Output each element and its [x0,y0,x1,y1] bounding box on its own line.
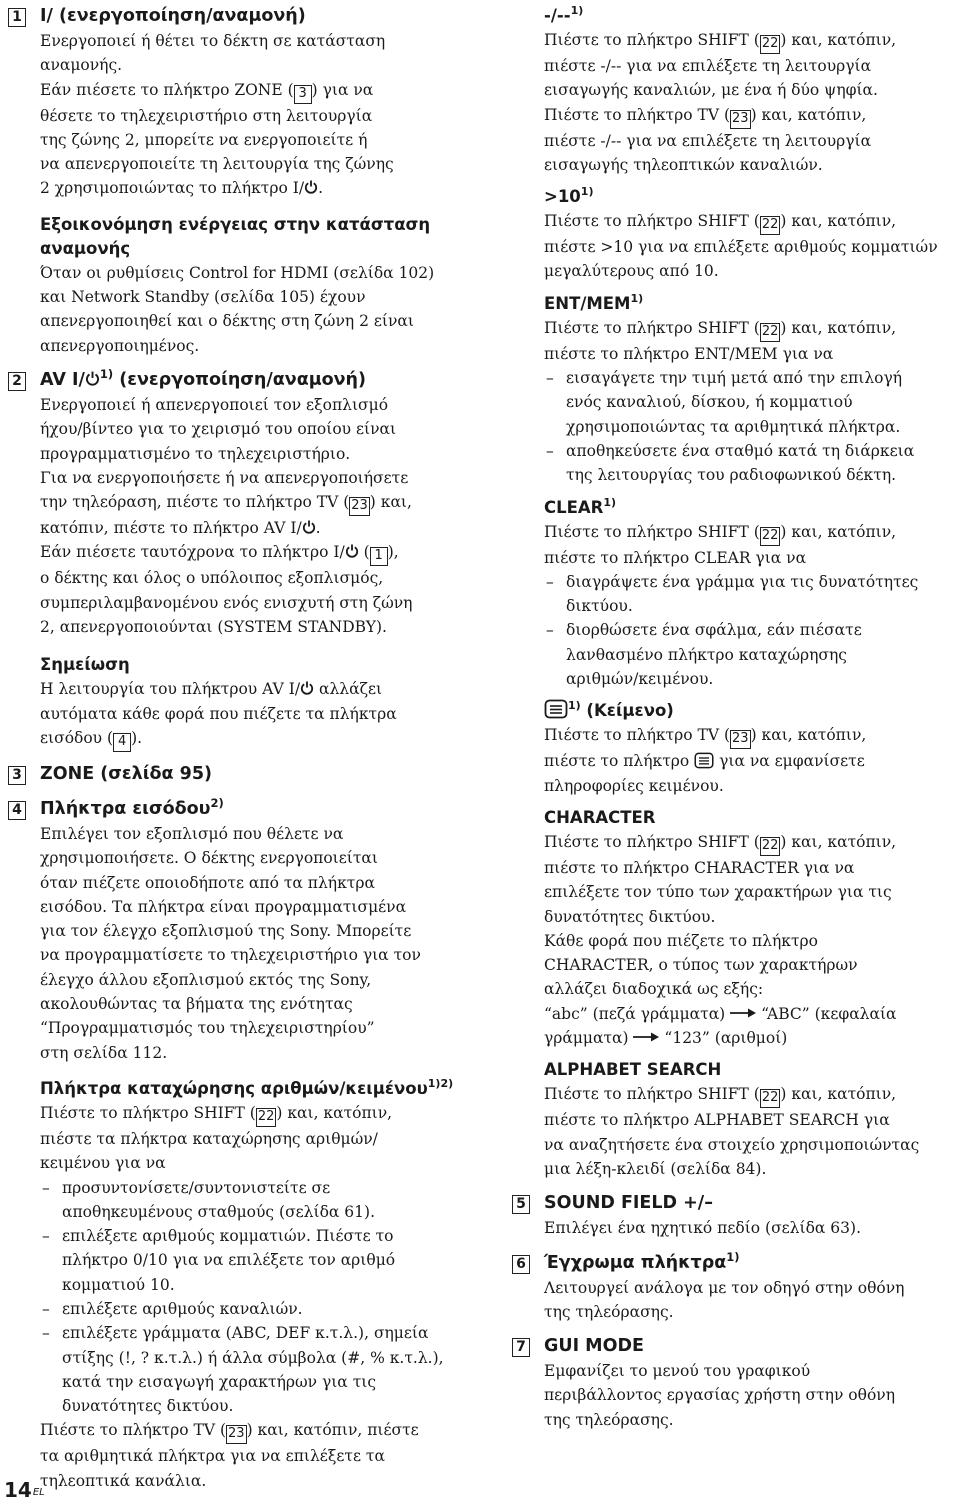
text-key-icon [544,699,568,719]
key-ref-box: 23 [349,497,370,516]
entry-ent-mem [512,292,956,488]
text-line: επιλέξετε τον τύπο των χαρακτήρων για τις [544,883,892,902]
text-line: αποθηκευμένους σταθμούς (σελίδα 61). [62,1202,376,1221]
text-line: πιέστε το πλήκτρο για να εμφανίσετε [544,752,865,771]
text-line: εισόδου ( 4 ). [40,726,456,752]
item-number-badge: 5 [512,1195,530,1214]
entry-text [512,699,956,798]
text-line: Λειτουργεί ανάλογα με τον οδηγό στην οθόνη [544,1278,905,1297]
key-ref-box: 22 [760,837,781,856]
text-line: Εμφανίζει το μενού του γραφικού [544,1362,811,1381]
text-line: μεγαλύτερους από 10. [544,262,719,281]
item-number-badge: 1 [8,8,26,27]
text-line: την τηλεόραση, πιέστε το πλήκτρο TV ( 23 ) και, [40,490,456,516]
text-key-icon [694,752,714,769]
text-line: “abc” (πεζά γράμματα) “ABC” (κεφαλαία [544,1004,897,1023]
entry-6-color-buttons [512,1251,956,1325]
dash-item: – επιλέξετε αριθμούς καναλιών. [40,1297,456,1321]
item-number-badge: 2 [8,372,26,391]
subheading: $^{1)}$ (Κείμενο) [544,699,956,723]
text-line: περιβάλλοντος εργασίας χρήστη στην οθόνη [544,1386,896,1405]
dash-item: – αποθηκεύσετε ένα σταθμό κατά τη διάρκεια [544,439,956,463]
text-line: αλλάζει διαδοχικά ως εξής: [544,980,764,999]
text-line: πιέστε >10 για να επιλέξετε αριθμούς κομματιών [544,238,938,257]
entry-7-gui-mode [512,1334,956,1432]
entry-title: AV I/ $^{1)}$ (ενεργοποίηση/αναμονή) [40,366,366,390]
entry-gt10 [512,185,956,284]
text-line: απενεργοποιημένος. [40,336,200,355]
dash-item: – επιλέξετε αριθμούς κομματιών. Πιέστε το [40,1224,456,1248]
key-ref-box: 22 [760,35,781,54]
text-line: Για να ενεργοποιήσετε ή να απενεργοποιήσετε [40,468,409,487]
text-line: πιέστε -/-- για να επιλέξετε τη λειτουργία [544,57,872,75]
key-ref-box: 1 [370,547,388,566]
text-line: λανθασμένο πλήκτρο καταχώρησης [566,645,847,664]
text-line: θέσετε το τηλεχειριστήριο στη λειτουργία [40,106,373,125]
entry-title: GUI MODE [544,1336,644,1357]
dash-item: – επιλέξετε γράμματα (ABC, DEF κ.τ.λ.), σημεία [40,1321,456,1345]
text-line: της ζώνης 2, μπορείτε να ενεργοποιείτε ή [40,130,368,149]
text-line: πληροφορίες κειμένου. [544,776,724,795]
text-line: Πιέστε το πλήκτρο SHIFT ( 22 ) και, κατόπιν, [544,28,956,54]
subheading: ALPHABET SEARCH [544,1060,722,1080]
text-line: αναμονής. [40,56,123,75]
text-line: Πιέστε το πλήκτρο SHIFT ( 22 ) και, κατόπιν, [544,209,956,235]
text-line: μια λέξη-κλειδί (σελίδα 84). [544,1159,767,1178]
item-number-badge: 6 [512,1255,530,1274]
text-line: τα αριθμητικά πλήκτρα για να επιλέξετε τα [40,1447,385,1466]
subheading: ENT/MEM$^{1)}$ [544,291,644,313]
text-line: πιέστε το πλήκτρο ENT/MEM για να [544,344,834,363]
subheading: $>10^{1)}$ [544,185,594,207]
subheading: -/--$^{1)}$ [544,4,584,25]
text-line: εισαγωγής τηλεοπτικών καναλιών. [544,155,823,174]
right-column [512,4,956,1432]
text-line: απενεργοποιηθεί και ο δέκτης στη ζώνη 2 είναι [40,312,414,331]
entry-5-sound-field [512,1191,956,1240]
text-line: να απενεργοποιείτε τη λειτουργία της ζώνης [40,155,394,174]
text-line: Ενεργοποιεί ή θέτει το δέκτη σε κατάσταση [40,32,386,50]
left-column [8,4,456,1493]
text-line: Εάν πιέσετε το πλήκτρο ZONE ( 3 ) για να [40,78,456,104]
key-ref-box: 22 [760,323,781,342]
entry-title-text: I/ (ενεργοποίηση/αναμονή) [40,6,306,26]
entry-alphabet-search [512,1058,956,1181]
entry-character [512,806,956,1050]
text-line: της τηλεόρασης. [544,1410,674,1429]
dash-item: – διορθώσετε ένα σφάλμα, εάν πιέσατε [544,618,956,642]
text-line: πιέστε το πλήκτρο ALPHABET SEARCH για [544,1111,890,1130]
key-ref-box: 3 [294,85,312,104]
entry-3-zone [8,762,456,787]
key-ref-box: 4 [113,733,131,752]
subheading: Πλήκτρα καταχώρησης αριθμών/κειμένου$^{1)2)}$ [40,1076,454,1098]
power-icon [85,371,100,386]
language-suffix: EL [32,1487,45,1498]
key-ref-box: 23 [226,1425,247,1444]
entry-title: SOUND FIELD +/– [544,1193,713,1214]
text-line: ακολουθώντας τα βήματα της ενότητας [40,995,353,1014]
text-line: όταν πιέζετε οποιοδήποτε από τα πλήκτρα [40,873,375,892]
text-line: κειμένου για να [40,1154,166,1173]
key-ref-box: 22 [760,527,781,546]
text-line: CHARACTER, ο τύπος των χαρακτήρων [544,956,858,975]
dash-item: – εισαγάγετε την τιμή μετά από την επιλογή [544,366,956,390]
text-line: της τηλεόρασης. [544,1302,674,1321]
text-line: Πιέστε το πλήκτρο TV ( 23 ) και, κατόπιν, [544,723,956,749]
text-line: εισόδου. Τα πλήκτρα είναι προγραμματισμένα [40,897,407,916]
entry-2-av-power [8,368,456,752]
entry-clear [512,496,956,692]
arrow-right-icon [633,1031,659,1043]
text-line: ήχου/βίντεο για το χειρισμό του οποίου είναι [40,420,397,439]
text-line: τηλεοπτικά κανάλια. [40,1471,207,1490]
text-line: να προγραμματίσετε το τηλεχειριστήριο για τον [40,946,421,965]
text-line: Πιέστε το πλήκτρο TV ( 23 ) και, κατόπιν, [544,103,956,129]
text-line: Πιέστε το πλήκτρο SHIFT ( 22 ) και, κατόπιν, [544,1082,956,1108]
text-line: δικτύου. [566,597,633,616]
text-line: για τον έλεγχο εξοπλισμού της Sony. Μπορείτε [40,922,412,941]
power-icon [300,681,314,695]
subheading: CHARACTER [544,807,656,827]
key-ref-box: 23 [730,730,751,749]
text-line: Επιλέγει ένα ηχητικό πεδίο (σελίδα 63). [544,1219,862,1238]
text-line: Κάθε φορά που πιέζετε το πλήκτρο [544,931,818,950]
text-line: Η λειτουργία του πλήκτρου AV I/ αλλάζει [40,680,383,699]
text-line: στη σελίδα 112. [40,1043,168,1062]
text-line: προγραμματισμένο το τηλεχειριστήριο. [40,444,351,463]
power-icon [302,520,316,534]
entry-title: ZONE (σελίδα 95) [40,763,213,784]
text-line: στίξης (!, ? κ.τ.λ.) ή άλλα σύμβολα (#, % κ.τ.λ.), [62,1348,444,1367]
text-line: αυτόματα κάθε φορά που πιέζετε τα πλήκτρα [40,704,397,723]
text-line: συμπεριλαμβανομένου ενός ενισχυτή στη ζώνη [40,593,413,612]
text-line: χρησιμοποιήσετε. Ο δέκτης ενεργοποιείται [40,849,378,868]
text-line: “Προγραμματισμός του τηλεχειριστηρίου” [40,1019,375,1038]
subheading: CLEAR$^{1)}$ [544,495,617,517]
entry-1-power [8,4,456,358]
text-line: πιέστε τα πλήκτρα καταχώρησης αριθμών/ [40,1129,378,1148]
text-line: και Network Standby (σελίδα 105) έχουν [40,288,366,307]
entry-title [40,4,456,29]
entry-4-input-buttons [8,797,456,1493]
key-ref-box: 22 [760,1089,781,1108]
power-icon [345,544,359,558]
entry-title: Έγχρωμα πλήκτρα$^{1)}$ [544,1249,740,1273]
text-line: πιέστε το πλήκτρο CLEAR για να [544,548,807,567]
text-line: γράμματα) “123” (αριθμοί) [544,1029,788,1048]
text-line: κομματιού 10. [62,1275,175,1294]
subheading: Εξοικονόμηση ενέργειας στην κατάσταση [40,214,431,234]
text-line: Ενεργοποιεί ή απενεργοποιεί τον εξοπλισμό [40,395,389,414]
text-line: χρησιμοποιώντας τα αριθμητικά πλήκτρα. [566,417,901,436]
text-line: Όταν οι ρυθμίσεις Control for HDMI (σελίδα 102) [40,263,435,282]
text-line: κατά την εισαγωγή χαρακτήρων για τις [62,1372,377,1391]
arrow-right-icon [730,1007,756,1019]
subheading: αναμονής [40,238,131,258]
text-line: 2, απενεργοποιούνται (SYSTEM STANDBY). [40,618,387,637]
entry-dash-dash [512,4,956,177]
key-ref-box: 22 [760,216,781,235]
item-number-badge: 4 [8,801,26,820]
text-line: Πιέστε το πλήκτρο SHIFT ( 22 ) και, κατόπιν, [544,316,956,342]
dash-item: – προσυντονίσετε/συντονιστείτε σε [40,1176,456,1200]
text-line: αριθμών/κειμένου. [566,670,714,689]
text-line: Πιέστε το πλήκτρο TV ( 23 ) και, κατόπιν, πιέστε [40,1418,456,1444]
text-line: πιέστε -/-- για να επιλέξετε τη λειτουργία [544,131,872,150]
note-heading: Σημείωση [40,655,130,675]
text-line: δυνατότητες δικτύου. [544,907,716,926]
power-icon [304,180,318,194]
text-line: κατόπιν, πιέστε το πλήκτρο AV I/ . [40,519,321,538]
item-number-badge: 7 [512,1338,530,1357]
text-line: έλεγχο άλλου εξοπλισμού εκτός της Sony, [40,970,372,989]
dash-item: – διαγράψετε ένα γράμμα για τις δυνατότητες [544,570,956,594]
text-line: εισαγωγής καναλιών, με ένα ή δύο ψηφία. [544,81,878,100]
text-line: πιέστε το πλήκτρο CHARACTER για να [544,858,855,877]
text-line: Πιέστε το πλήκτρο SHIFT ( 22 ) και, κατόπιν, [544,830,956,856]
item-number-badge: 3 [8,766,26,785]
page-number: 14EL [4,1478,45,1502]
text-line: ενός καναλιού, δίσκου, ή κομματιού [566,393,853,412]
text-line: Πιέστε το πλήκτρο SHIFT ( 22 ) και, κατόπιν, [544,520,956,546]
text-line: ο δέκτης και όλος ο υπόλοιπος εξοπλισμός, [40,569,384,588]
text-line: Πιέστε το πλήκτρο SHIFT ( 22 ) και, κατόπιν, [40,1101,456,1127]
text-line: να αναζητήσετε ένα στοιχείο χρησιμοποιώντας [544,1135,920,1154]
key-ref-box: 22 [256,1108,277,1127]
key-ref-box: 23 [730,110,751,129]
entry-title: Πλήκτρα εισόδου$^{2)}$ [40,795,224,819]
text-line: Επιλέγει τον εξοπλισμό που θέλετε να [40,824,344,843]
text-line: δυνατότητες δικτύου. [62,1397,234,1416]
text-line: 2 χρησιμοποιώντας το πλήκτρο I/ . [40,179,323,198]
text-line: Εάν πιέσετε ταυτόχρονα το πλήκτρο I/ ( 1 ), [40,540,456,566]
text-line: πλήκτρο 0/10 για να επιλέξετε τον αριθμό [62,1251,396,1270]
text-line: της λειτουργίας του ραδιοφωνικού δέκτη. [566,466,897,485]
